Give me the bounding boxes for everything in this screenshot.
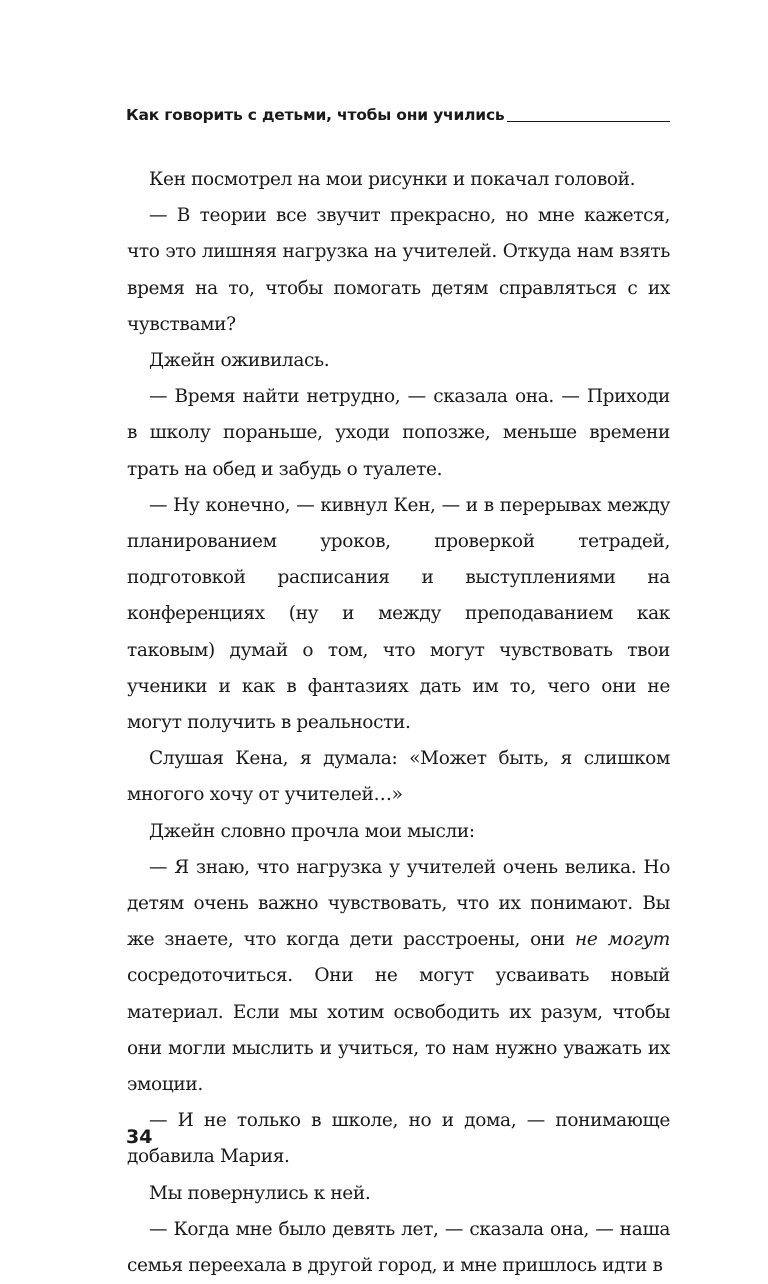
paragraph: [127, 850, 670, 1103]
paragraph-text: сосредоточиться. Они не могут усваивать новый материал. Если мы хотим освободить их разум, чтобы они могли мыслить и учиться, то нам нужно уважать их эмоции.: [127, 965, 670, 1096]
page-number: 34: [126, 1126, 153, 1148]
body-text: [127, 162, 670, 1284]
paragraph: — В теории все звучит прекрасно, но мне кажется, что это лишняя нагрузка на учителей. Откуда нам взять время на то, чтобы помогать детям справляться с их чувствами?: [127, 205, 670, 335]
paragraph: Слушая Кена, я думала: «Может быть, я слишком многого хочу от учителей…»: [127, 748, 670, 806]
paragraph: — И не только в школе, но и дома, — понимающе добавила Мария.: [127, 1110, 670, 1168]
running-title: Как говорить с детьми, чтобы они учились: [126, 106, 505, 124]
paragraph: — Ну конечно, — кивнул Кен, — и в перерывах между планированием уроков, проверкой тетрадей, подготовкой расписания и выступлениями на конференциях (ну и между преподаванием как таковым) думай о том, что могут чувствовать твои ученики и как в фантазиях дать им то, чего они не могут получить в реальности.: [127, 494, 670, 734]
paragraph-text: — Я знаю, что нагрузка у учителей очень велика. Но детям очень важно чувствовать, что их понимают. Вы же знаете, что когда дети расстроены, они: [127, 856, 670, 951]
paragraph: — Время найти нетрудно, — сказала она. — Приходи в школу пораньше, уходи попозже, меньше времени трать на обед и забудь о туалете.: [127, 386, 670, 480]
running-header: [126, 100, 670, 124]
emphasized-text: не могут: [575, 929, 670, 951]
paragraph: Джейн словно прочла мои мысли:: [149, 820, 475, 842]
paragraph: Мы повернулись к ней.: [149, 1182, 371, 1204]
paragraph: — Когда мне было девять лет, — сказала она, — наша семья переехала в другой город, и мне пришлось идти в: [127, 1218, 670, 1277]
paragraph: Кен посмотрел на мои рисунки и покачал головой.: [149, 169, 636, 190]
paragraph: Джейн оживилась.: [149, 350, 330, 372]
header-rule: [507, 121, 670, 122]
